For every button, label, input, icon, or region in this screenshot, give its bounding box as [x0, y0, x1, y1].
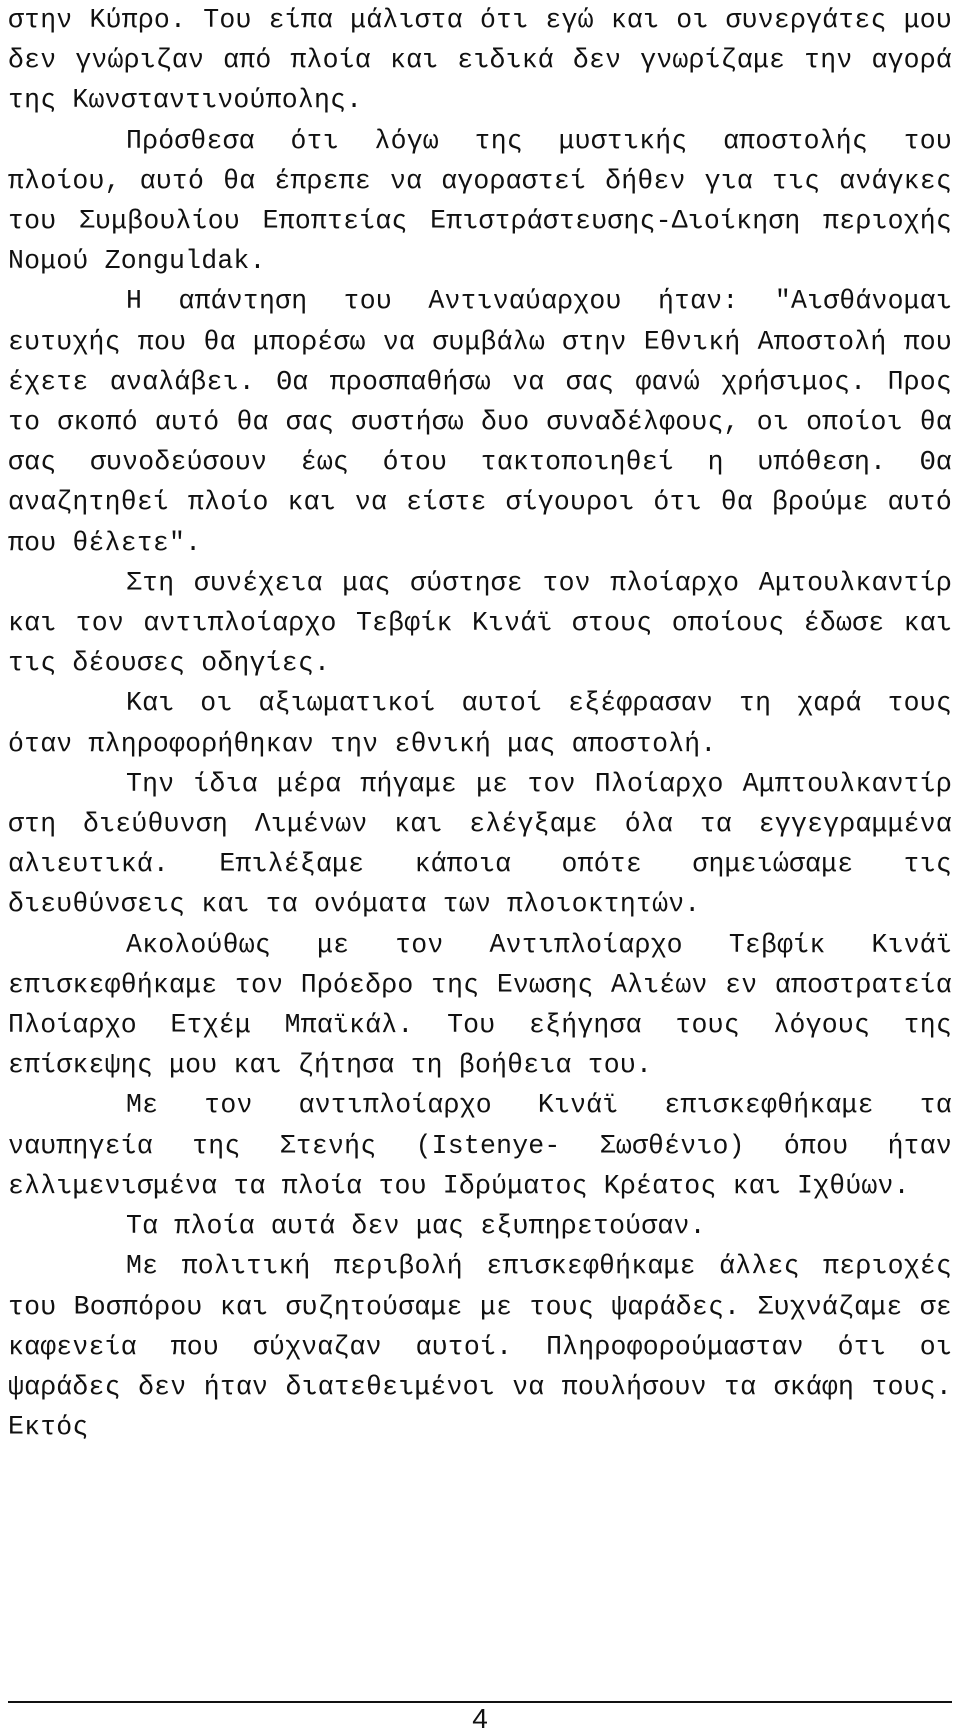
paragraph-9: Τα πλοία αυτά δεν μας εξυπηρετούσαν.: [126, 1211, 706, 1242]
paragraph-5: Και οι αξιωματικοί αυτοί εξέφρασαν τη χαρά τους όταν πληροφορήθηκαν την εθνική μας αποστολή.: [8, 688, 952, 759]
paragraph-4: Στη συνέχεια μας σύστησε τον πλοίαρχο Αμτουλκαντίρ και τον αντιπλοίαρχο Τεβφίκ Κινάϊ στους οποίους έδωσε και τις δέουσες οδηγίες.: [8, 567, 952, 679]
paragraph-1: στην Κύπρο. Του είπα μάλιστα ότι εγώ και οι συνεργάτες μου δεν γνώριζαν από πλοία και ειδικά δεν γνωρίζαμε την αγορά της Κωνσταντινούπολης.: [8, 5, 952, 116]
paragraph-6: Την ίδια μέρα πήγαμε με τον Πλοίαρχο Αμπτουλκαντίρ στη διεύθυνση Λιμένων και ελέγξαμε όλα τα εγγεγραμμένα αλιευτικά. Επιλέξαμε κάποια οπότε σημειώσαμε τις διευθύνσεις και τα ονόματα των πλοιοκτητών.: [8, 768, 952, 920]
body-text: [8, 0, 952, 1447]
paragraph-2: Πρόσθεσα ότι λόγω της μυστικής αποστολής του πλοίου, αυτό θα έπρεπε να αγοραστεί δήθεν για τις ανάγκες του Συμβουλίου Εποπτείας Επιστράστευσης-Διοίκηση περιοχής Νομού Zonguldak.: [8, 125, 952, 277]
page-number: 4: [472, 1703, 488, 1734]
paragraph-3: Η απάντηση του Αντιναύαρχου ήταν: "Αισθάνομαι ευτυχής που θα μπορέσω να συμβάλω στην Εθνική Αποστολή που έχετε αναλάβει. Θα προσπαθήσω να σας φανώ χρήσιμος. Προς το σκοπό αυτό θα σας συστήσω δυο συναδέλφους, οι οποίοι θα σας συνοδεύσουν έως ότου τακτοποιηθεί η υπόθεση. Θα αναζητηθεί πλοίο και να είστε σίγουροι ότι θα βρούμε αυτό που θέλετε".: [8, 286, 952, 558]
paragraph-10: Με πολιτική περιβολή επισκεφθήκαμε άλλες περιοχές του Βοσπόρου και συζητούσαμε με τους ψαράδες. Συχνάζαμε σε καφενεία που σύχναζαν αυτοί. Πληροφορούμασταν ότι οι ψαράδες δεν ήταν διατεθειμένοι να πουλήσουν τα σκάφη τους. Εκτός: [8, 1251, 952, 1443]
paragraph-8: Με τον αντιπλοίαρχο Κινάϊ επισκεφθήκαμε τα ναυπηγεία της Στενής (Istenye- Σωσθένιο) όπου ήταν ελλιμενισμένα τα πλοία του Ιδρύματος Κρέατος και Ιχθύων.: [8, 1090, 952, 1201]
paragraph-7: Ακολούθως με τον Αντιπλοίαρχο Τεβφίκ Κινάϊ επισκεφθήκαμε τον Πρόεδρο της Ενωσης Αλιέων εν αποστρατεία Πλοίαρχο Ετχέμ Μπαϊκάλ. Του εξήγησα τους λόγους της επίσκεψης μου και ζήτησα τη βοήθεια του.: [8, 929, 952, 1081]
